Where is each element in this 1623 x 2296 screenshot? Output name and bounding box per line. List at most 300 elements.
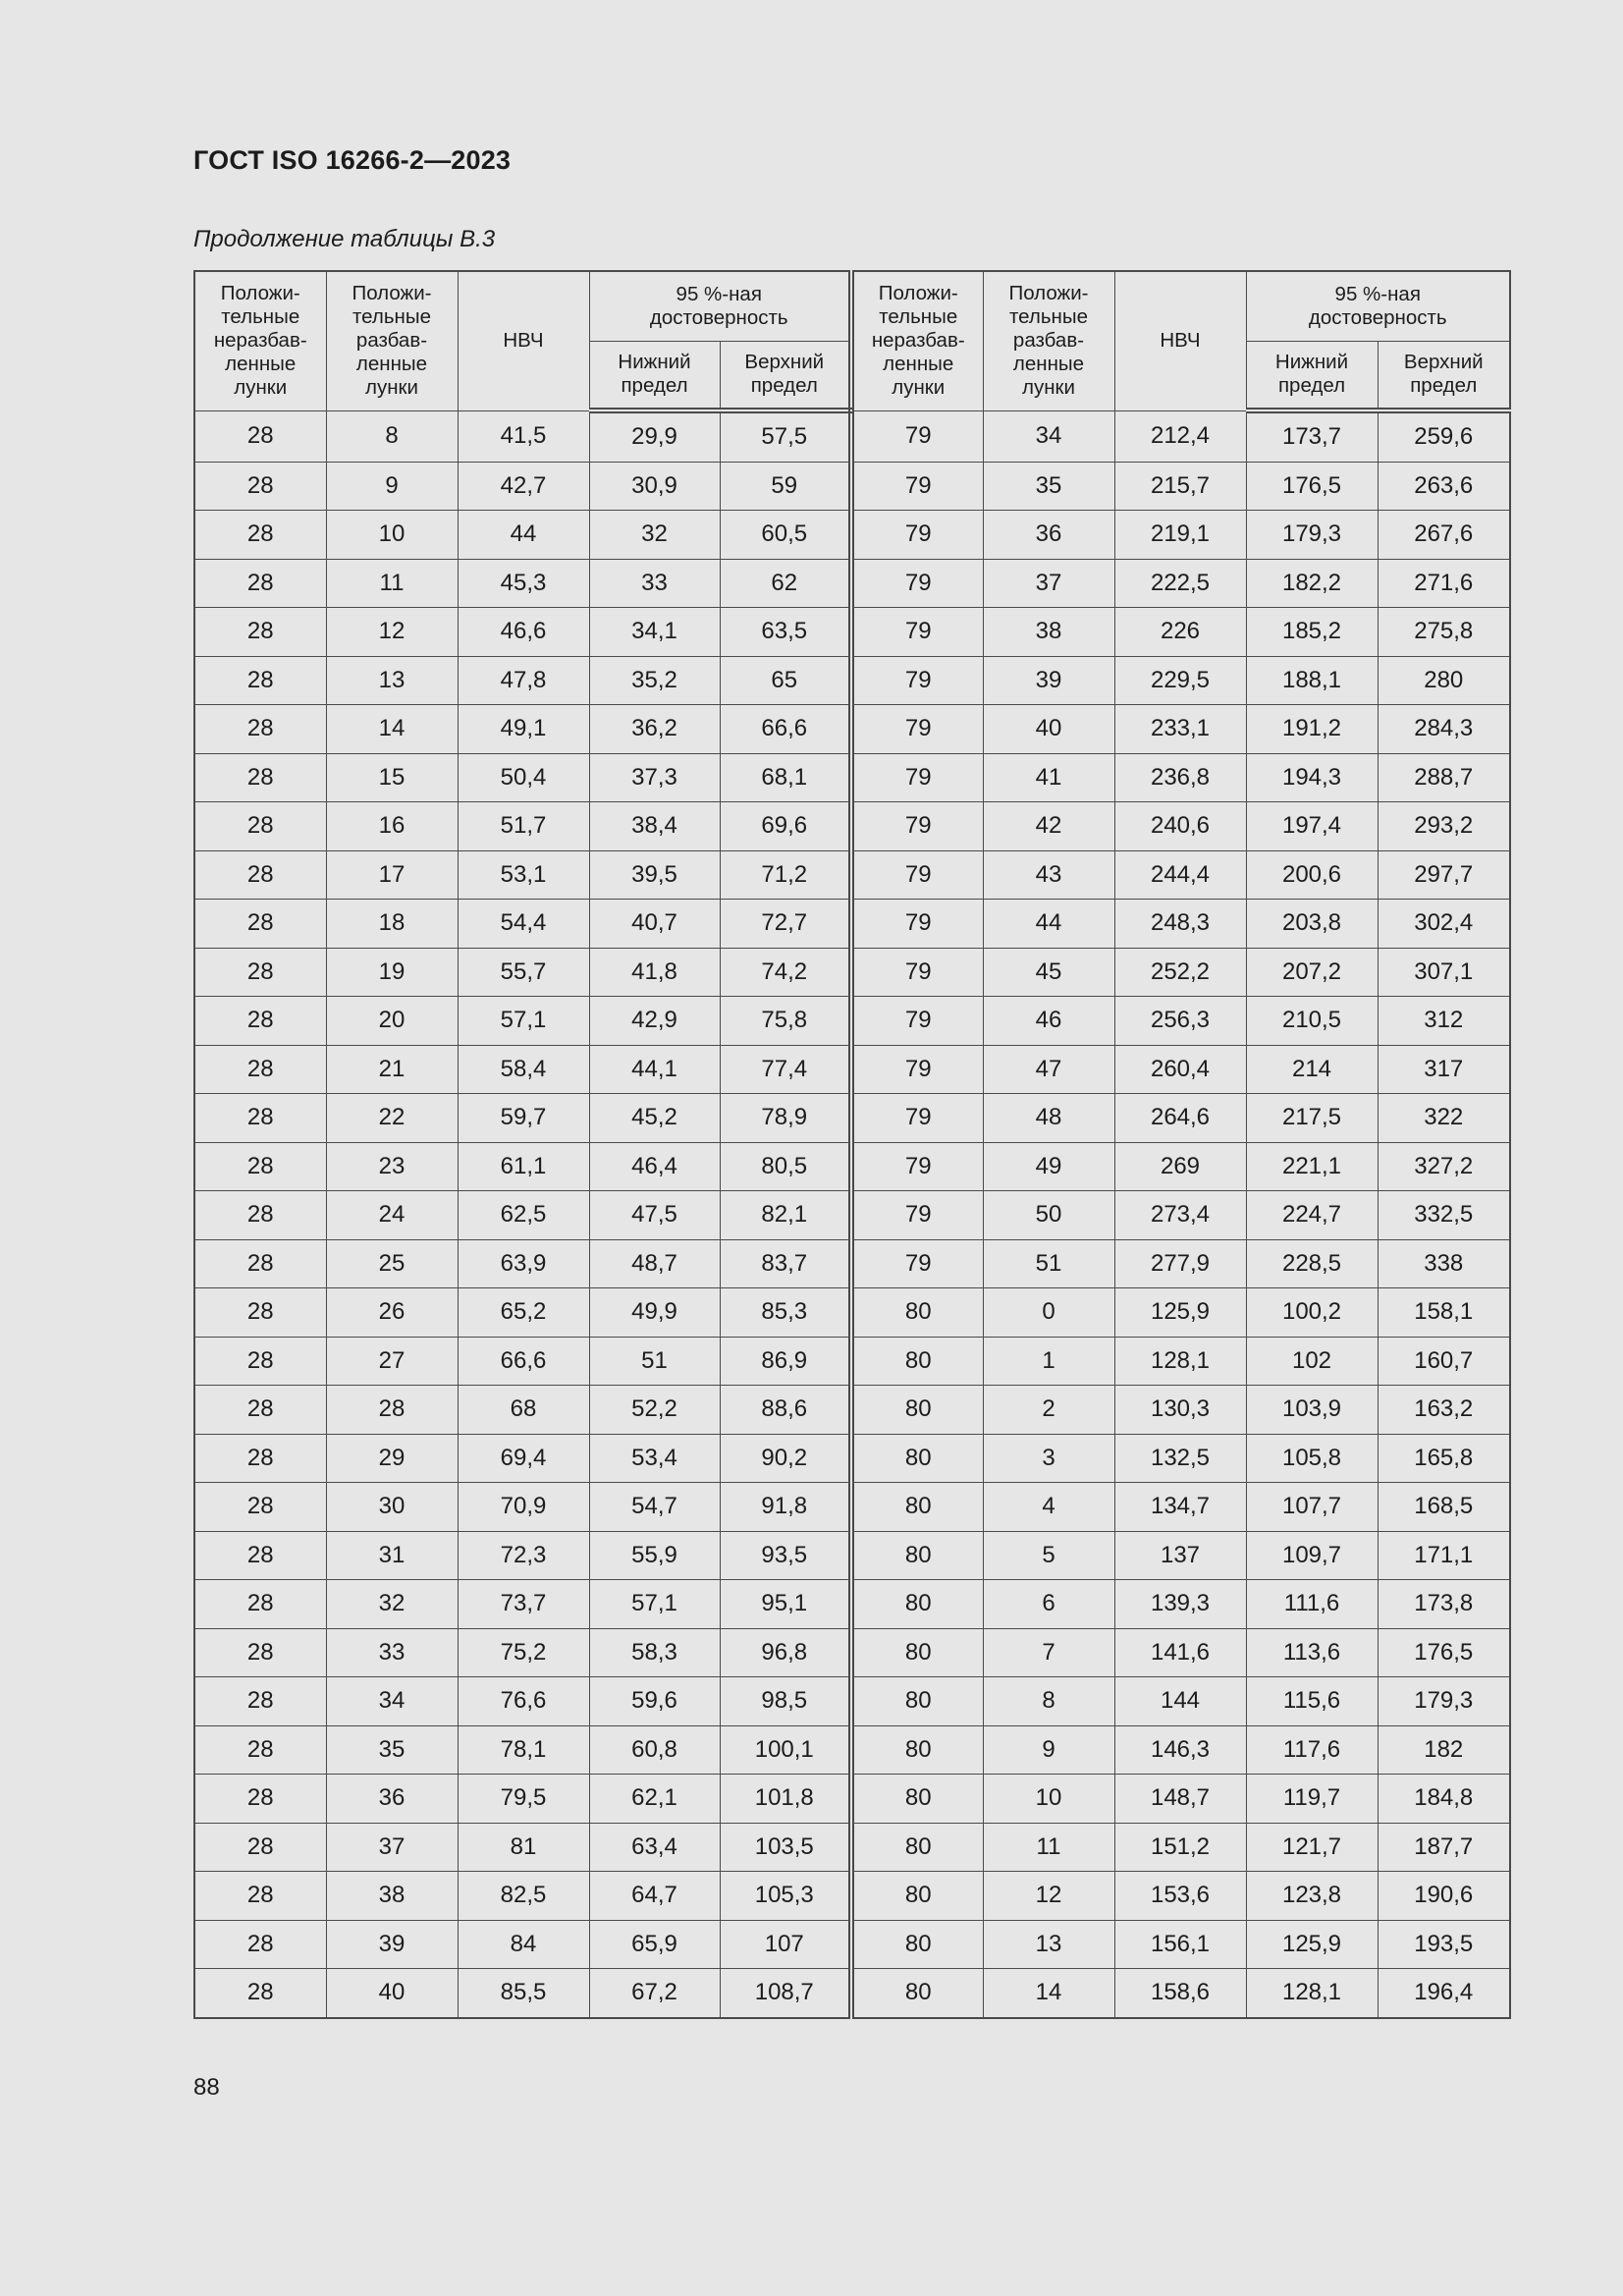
cell-mpn: 219,1 bbox=[1114, 511, 1246, 560]
cell-lower: 62,1 bbox=[589, 1775, 720, 1824]
cell-positive-diluted: 38 bbox=[983, 608, 1114, 657]
cell-mpn: 75,2 bbox=[458, 1628, 589, 1677]
cell-positive-undiluted: 28 bbox=[194, 1823, 326, 1872]
cell-upper: 107 bbox=[720, 1920, 851, 1969]
col-header-confidence: 95 %-ная достоверность bbox=[589, 271, 851, 341]
cell-mpn: 49,1 bbox=[458, 705, 589, 754]
cell-positive-undiluted: 28 bbox=[194, 1337, 326, 1386]
cell-positive-diluted: 35 bbox=[983, 462, 1114, 511]
cell-lower: 119,7 bbox=[1246, 1775, 1378, 1824]
cell-lower: 173,7 bbox=[1246, 410, 1378, 462]
cell-mpn: 47,8 bbox=[458, 656, 589, 705]
cell-mpn: 128,1 bbox=[1114, 1337, 1246, 1386]
table-row bbox=[194, 511, 1510, 560]
cell-positive-diluted: 15 bbox=[326, 753, 458, 802]
cell-mpn: 215,7 bbox=[1114, 462, 1246, 511]
table-row bbox=[194, 1239, 1510, 1288]
cell-positive-diluted: 13 bbox=[983, 1920, 1114, 1969]
cell-positive-diluted: 26 bbox=[326, 1288, 458, 1338]
cell-upper: 78,9 bbox=[720, 1094, 851, 1143]
cell-positive-undiluted: 28 bbox=[194, 1094, 326, 1143]
table-row bbox=[194, 1386, 1510, 1435]
cell-upper: 59 bbox=[720, 462, 851, 511]
cell-mpn: 130,3 bbox=[1114, 1386, 1246, 1435]
cell-positive-diluted: 37 bbox=[326, 1823, 458, 1872]
cell-lower: 53,4 bbox=[589, 1434, 720, 1483]
cell-lower: 191,2 bbox=[1246, 705, 1378, 754]
cell-mpn: 260,4 bbox=[1114, 1045, 1246, 1094]
cell-upper: 83,7 bbox=[720, 1239, 851, 1288]
table-row bbox=[194, 1045, 1510, 1094]
cell-mpn: 144 bbox=[1114, 1677, 1246, 1726]
cell-lower: 188,1 bbox=[1246, 656, 1378, 705]
cell-lower: 111,6 bbox=[1246, 1580, 1378, 1629]
cell-mpn: 50,4 bbox=[458, 753, 589, 802]
cell-positive-diluted: 40 bbox=[326, 1969, 458, 2018]
cell-positive-diluted: 36 bbox=[983, 511, 1114, 560]
cell-positive-undiluted: 28 bbox=[194, 1725, 326, 1775]
cell-mpn: 42,7 bbox=[458, 462, 589, 511]
cell-lower: 113,6 bbox=[1246, 1628, 1378, 1677]
table-row bbox=[194, 753, 1510, 802]
cell-positive-diluted: 32 bbox=[326, 1580, 458, 1629]
cell-upper: 165,8 bbox=[1378, 1434, 1510, 1483]
cell-positive-diluted: 36 bbox=[326, 1775, 458, 1824]
cell-mpn: 53,1 bbox=[458, 850, 589, 900]
cell-upper: 65 bbox=[720, 656, 851, 705]
cell-positive-undiluted: 28 bbox=[194, 1677, 326, 1726]
cell-positive-undiluted: 79 bbox=[851, 997, 983, 1046]
table-row bbox=[194, 1531, 1510, 1580]
cell-mpn: 252,2 bbox=[1114, 948, 1246, 997]
cell-positive-diluted: 27 bbox=[326, 1337, 458, 1386]
cell-mpn: 132,5 bbox=[1114, 1434, 1246, 1483]
cell-positive-undiluted: 28 bbox=[194, 462, 326, 511]
cell-upper: 176,5 bbox=[1378, 1628, 1510, 1677]
table-row bbox=[194, 1483, 1510, 1532]
cell-positive-diluted: 40 bbox=[983, 705, 1114, 754]
col-header-positive-undiluted: Положи- тельные неразбав- ленные лунки bbox=[194, 271, 326, 410]
cell-positive-diluted: 38 bbox=[326, 1872, 458, 1921]
cell-mpn: 79,5 bbox=[458, 1775, 589, 1824]
table-caption: Продолжение таблицы В.3 bbox=[193, 226, 496, 252]
cell-positive-undiluted: 28 bbox=[194, 1045, 326, 1094]
cell-mpn: 248,3 bbox=[1114, 900, 1246, 949]
cell-upper: 100,1 bbox=[720, 1725, 851, 1775]
cell-positive-diluted: 2 bbox=[983, 1386, 1114, 1435]
cell-lower: 228,5 bbox=[1246, 1239, 1378, 1288]
col-header-confidence: 95 %-ная достоверность bbox=[1246, 271, 1510, 341]
cell-positive-diluted: 12 bbox=[326, 608, 458, 657]
cell-positive-diluted: 11 bbox=[326, 559, 458, 608]
cell-upper: 63,5 bbox=[720, 608, 851, 657]
cell-upper: 184,8 bbox=[1378, 1775, 1510, 1824]
cell-upper: 307,1 bbox=[1378, 948, 1510, 997]
cell-positive-diluted: 22 bbox=[326, 1094, 458, 1143]
cell-positive-undiluted: 79 bbox=[851, 850, 983, 900]
cell-mpn: 81 bbox=[458, 1823, 589, 1872]
cell-positive-undiluted: 79 bbox=[851, 1191, 983, 1240]
cell-lower: 37,3 bbox=[589, 753, 720, 802]
cell-lower: 41,8 bbox=[589, 948, 720, 997]
cell-upper: 168,5 bbox=[1378, 1483, 1510, 1532]
cell-mpn: 244,4 bbox=[1114, 850, 1246, 900]
cell-lower: 58,3 bbox=[589, 1628, 720, 1677]
cell-lower: 107,7 bbox=[1246, 1483, 1378, 1532]
cell-upper: 86,9 bbox=[720, 1337, 851, 1386]
cell-positive-diluted: 45 bbox=[983, 948, 1114, 997]
cell-upper: 280 bbox=[1378, 656, 1510, 705]
col-header-upper: Верхний предел bbox=[1378, 341, 1510, 410]
cell-positive-diluted: 30 bbox=[326, 1483, 458, 1532]
cell-upper: 259,6 bbox=[1378, 410, 1510, 462]
cell-lower: 67,2 bbox=[589, 1969, 720, 2018]
cell-lower: 36,2 bbox=[589, 705, 720, 754]
cell-mpn: 41,5 bbox=[458, 410, 589, 462]
table-row bbox=[194, 1337, 1510, 1386]
col-header-positive-diluted: Положи- тельные разбав- ленные лунки bbox=[983, 271, 1114, 410]
cell-positive-undiluted: 28 bbox=[194, 1239, 326, 1288]
table-row bbox=[194, 997, 1510, 1046]
cell-lower: 29,9 bbox=[589, 410, 720, 462]
cell-lower: 203,8 bbox=[1246, 900, 1378, 949]
cell-mpn: 63,9 bbox=[458, 1239, 589, 1288]
cell-positive-diluted: 10 bbox=[326, 511, 458, 560]
cell-positive-diluted: 35 bbox=[326, 1725, 458, 1775]
cell-positive-diluted: 43 bbox=[983, 850, 1114, 900]
cell-lower: 105,8 bbox=[1246, 1434, 1378, 1483]
table-row bbox=[194, 850, 1510, 900]
cell-upper: 332,5 bbox=[1378, 1191, 1510, 1240]
cell-mpn: 256,3 bbox=[1114, 997, 1246, 1046]
cell-positive-undiluted: 28 bbox=[194, 559, 326, 608]
cell-positive-diluted: 3 bbox=[983, 1434, 1114, 1483]
cell-positive-undiluted: 28 bbox=[194, 900, 326, 949]
cell-positive-diluted: 5 bbox=[983, 1531, 1114, 1580]
cell-positive-diluted: 33 bbox=[326, 1628, 458, 1677]
cell-positive-undiluted: 28 bbox=[194, 1872, 326, 1921]
table-row bbox=[194, 1191, 1510, 1240]
cell-positive-undiluted: 80 bbox=[851, 1823, 983, 1872]
cell-upper: 293,2 bbox=[1378, 802, 1510, 851]
table-row bbox=[194, 656, 1510, 705]
table-row bbox=[194, 1142, 1510, 1191]
cell-positive-diluted: 16 bbox=[326, 802, 458, 851]
cell-positive-undiluted: 80 bbox=[851, 1872, 983, 1921]
cell-upper: 284,3 bbox=[1378, 705, 1510, 754]
cell-lower: 117,6 bbox=[1246, 1725, 1378, 1775]
table-row bbox=[194, 1628, 1510, 1677]
cell-positive-undiluted: 28 bbox=[194, 1920, 326, 1969]
cell-lower: 39,5 bbox=[589, 850, 720, 900]
cell-positive-undiluted: 80 bbox=[851, 1531, 983, 1580]
cell-upper: 91,8 bbox=[720, 1483, 851, 1532]
cell-positive-diluted: 14 bbox=[326, 705, 458, 754]
cell-lower: 30,9 bbox=[589, 462, 720, 511]
cell-lower: 32 bbox=[589, 511, 720, 560]
cell-mpn: 85,5 bbox=[458, 1969, 589, 2018]
cell-mpn: 59,7 bbox=[458, 1094, 589, 1143]
cell-positive-diluted: 50 bbox=[983, 1191, 1114, 1240]
cell-lower: 55,9 bbox=[589, 1531, 720, 1580]
cell-positive-undiluted: 79 bbox=[851, 1142, 983, 1191]
cell-upper: 71,2 bbox=[720, 850, 851, 900]
cell-lower: 121,7 bbox=[1246, 1823, 1378, 1872]
cell-mpn: 76,6 bbox=[458, 1677, 589, 1726]
cell-positive-diluted: 9 bbox=[326, 462, 458, 511]
cell-positive-diluted: 9 bbox=[983, 1725, 1114, 1775]
cell-lower: 51 bbox=[589, 1337, 720, 1386]
cell-positive-diluted: 6 bbox=[983, 1580, 1114, 1629]
cell-mpn: 139,3 bbox=[1114, 1580, 1246, 1629]
cell-positive-diluted: 49 bbox=[983, 1142, 1114, 1191]
cell-lower: 59,6 bbox=[589, 1677, 720, 1726]
cell-upper: 160,7 bbox=[1378, 1337, 1510, 1386]
cell-upper: 60,5 bbox=[720, 511, 851, 560]
cell-positive-diluted: 42 bbox=[983, 802, 1114, 851]
cell-positive-undiluted: 28 bbox=[194, 511, 326, 560]
table-row bbox=[194, 410, 1510, 462]
cell-upper: 93,5 bbox=[720, 1531, 851, 1580]
cell-upper: 72,7 bbox=[720, 900, 851, 949]
cell-positive-undiluted: 28 bbox=[194, 850, 326, 900]
cell-lower: 197,4 bbox=[1246, 802, 1378, 851]
cell-positive-diluted: 7 bbox=[983, 1628, 1114, 1677]
cell-lower: 125,9 bbox=[1246, 1920, 1378, 1969]
cell-lower: 46,4 bbox=[589, 1142, 720, 1191]
col-header-positive-undiluted: Положи- тельные неразбав- ленные лунки bbox=[851, 271, 983, 410]
cell-upper: 88,6 bbox=[720, 1386, 851, 1435]
cell-lower: 49,9 bbox=[589, 1288, 720, 1338]
cell-positive-undiluted: 28 bbox=[194, 1434, 326, 1483]
cell-upper: 82,1 bbox=[720, 1191, 851, 1240]
cell-upper: 297,7 bbox=[1378, 850, 1510, 900]
cell-positive-undiluted: 79 bbox=[851, 705, 983, 754]
cell-positive-undiluted: 28 bbox=[194, 1531, 326, 1580]
cell-lower: 40,7 bbox=[589, 900, 720, 949]
table-row bbox=[194, 948, 1510, 997]
cell-lower: 44,1 bbox=[589, 1045, 720, 1094]
cell-upper: 105,3 bbox=[720, 1872, 851, 1921]
cell-positive-undiluted: 80 bbox=[851, 1337, 983, 1386]
table-row bbox=[194, 1823, 1510, 1872]
cell-lower: 176,5 bbox=[1246, 462, 1378, 511]
cell-mpn: 57,1 bbox=[458, 997, 589, 1046]
cell-mpn: 156,1 bbox=[1114, 1920, 1246, 1969]
cell-lower: 109,7 bbox=[1246, 1531, 1378, 1580]
table-row bbox=[194, 1094, 1510, 1143]
cell-positive-undiluted: 79 bbox=[851, 753, 983, 802]
cell-positive-diluted: 1 bbox=[983, 1337, 1114, 1386]
cell-upper: 75,8 bbox=[720, 997, 851, 1046]
table-row bbox=[194, 900, 1510, 949]
cell-positive-diluted: 46 bbox=[983, 997, 1114, 1046]
cell-upper: 196,4 bbox=[1378, 1969, 1510, 2018]
cell-positive-undiluted: 80 bbox=[851, 1483, 983, 1532]
cell-mpn: 134,7 bbox=[1114, 1483, 1246, 1532]
cell-mpn: 137 bbox=[1114, 1531, 1246, 1580]
cell-positive-undiluted: 28 bbox=[194, 997, 326, 1046]
cell-positive-undiluted: 28 bbox=[194, 1628, 326, 1677]
cell-lower: 57,1 bbox=[589, 1580, 720, 1629]
cell-upper: 57,5 bbox=[720, 410, 851, 462]
cell-lower: 128,1 bbox=[1246, 1969, 1378, 2018]
cell-positive-diluted: 29 bbox=[326, 1434, 458, 1483]
col-header-mpn: НВЧ bbox=[1114, 271, 1246, 410]
cell-mpn: 141,6 bbox=[1114, 1628, 1246, 1677]
cell-positive-diluted: 37 bbox=[983, 559, 1114, 608]
cell-positive-undiluted: 79 bbox=[851, 802, 983, 851]
cell-lower: 217,5 bbox=[1246, 1094, 1378, 1143]
cell-positive-undiluted: 79 bbox=[851, 656, 983, 705]
cell-upper: 171,1 bbox=[1378, 1531, 1510, 1580]
cell-lower: 200,6 bbox=[1246, 850, 1378, 900]
cell-positive-diluted: 28 bbox=[326, 1386, 458, 1435]
cell-positive-diluted: 25 bbox=[326, 1239, 458, 1288]
cell-mpn: 222,5 bbox=[1114, 559, 1246, 608]
table-row bbox=[194, 705, 1510, 754]
cell-positive-undiluted: 80 bbox=[851, 1288, 983, 1338]
cell-positive-diluted: 39 bbox=[983, 656, 1114, 705]
cell-mpn: 54,4 bbox=[458, 900, 589, 949]
cell-mpn: 45,3 bbox=[458, 559, 589, 608]
cell-positive-diluted: 11 bbox=[983, 1823, 1114, 1872]
cell-positive-undiluted: 79 bbox=[851, 608, 983, 657]
cell-upper: 179,3 bbox=[1378, 1677, 1510, 1726]
cell-positive-diluted: 24 bbox=[326, 1191, 458, 1240]
cell-lower: 224,7 bbox=[1246, 1191, 1378, 1240]
cell-positive-undiluted: 28 bbox=[194, 802, 326, 851]
cell-mpn: 72,3 bbox=[458, 1531, 589, 1580]
table-row bbox=[194, 1872, 1510, 1921]
cell-upper: 96,8 bbox=[720, 1628, 851, 1677]
cell-lower: 54,7 bbox=[589, 1483, 720, 1532]
table-body bbox=[194, 410, 1510, 2018]
table-row bbox=[194, 1725, 1510, 1775]
cell-upper: 77,4 bbox=[720, 1045, 851, 1094]
cell-lower: 123,8 bbox=[1246, 1872, 1378, 1921]
cell-upper: 267,6 bbox=[1378, 511, 1510, 560]
cell-positive-undiluted: 28 bbox=[194, 1191, 326, 1240]
cell-upper: 66,6 bbox=[720, 705, 851, 754]
table-row bbox=[194, 1288, 1510, 1338]
cell-lower: 103,9 bbox=[1246, 1386, 1378, 1435]
data-table bbox=[193, 270, 1511, 2019]
cell-upper: 190,6 bbox=[1378, 1872, 1510, 1921]
cell-positive-undiluted: 79 bbox=[851, 1045, 983, 1094]
cell-upper: 193,5 bbox=[1378, 1920, 1510, 1969]
cell-positive-diluted: 10 bbox=[983, 1775, 1114, 1824]
cell-positive-diluted: 47 bbox=[983, 1045, 1114, 1094]
cell-lower: 214 bbox=[1246, 1045, 1378, 1094]
cell-lower: 185,2 bbox=[1246, 608, 1378, 657]
col-header-lower: Нижний предел bbox=[589, 341, 720, 410]
cell-lower: 33 bbox=[589, 559, 720, 608]
cell-positive-undiluted: 79 bbox=[851, 1239, 983, 1288]
cell-upper: 288,7 bbox=[1378, 753, 1510, 802]
cell-lower: 60,8 bbox=[589, 1725, 720, 1775]
cell-upper: 312 bbox=[1378, 997, 1510, 1046]
cell-lower: 42,9 bbox=[589, 997, 720, 1046]
cell-lower: 210,5 bbox=[1246, 997, 1378, 1046]
cell-positive-undiluted: 80 bbox=[851, 1386, 983, 1435]
cell-positive-undiluted: 80 bbox=[851, 1920, 983, 1969]
cell-mpn: 236,8 bbox=[1114, 753, 1246, 802]
cell-mpn: 273,4 bbox=[1114, 1191, 1246, 1240]
cell-upper: 95,1 bbox=[720, 1580, 851, 1629]
cell-positive-undiluted: 79 bbox=[851, 511, 983, 560]
cell-positive-diluted: 34 bbox=[326, 1677, 458, 1726]
cell-upper: 158,1 bbox=[1378, 1288, 1510, 1338]
cell-mpn: 226 bbox=[1114, 608, 1246, 657]
table-row bbox=[194, 608, 1510, 657]
cell-mpn: 212,4 bbox=[1114, 410, 1246, 462]
cell-positive-diluted: 12 bbox=[983, 1872, 1114, 1921]
cell-mpn: 62,5 bbox=[458, 1191, 589, 1240]
cell-mpn: 51,7 bbox=[458, 802, 589, 851]
cell-positive-diluted: 41 bbox=[983, 753, 1114, 802]
cell-positive-diluted: 48 bbox=[983, 1094, 1114, 1143]
cell-lower: 38,4 bbox=[589, 802, 720, 851]
cell-upper: 263,6 bbox=[1378, 462, 1510, 511]
cell-upper: 182 bbox=[1378, 1725, 1510, 1775]
cell-lower: 45,2 bbox=[589, 1094, 720, 1143]
cell-mpn: 66,6 bbox=[458, 1337, 589, 1386]
cell-positive-undiluted: 28 bbox=[194, 705, 326, 754]
cell-lower: 100,2 bbox=[1246, 1288, 1378, 1338]
cell-mpn: 240,6 bbox=[1114, 802, 1246, 851]
cell-mpn: 44 bbox=[458, 511, 589, 560]
cell-positive-undiluted: 79 bbox=[851, 948, 983, 997]
cell-lower: 115,6 bbox=[1246, 1677, 1378, 1726]
cell-positive-undiluted: 28 bbox=[194, 1483, 326, 1532]
cell-positive-undiluted: 28 bbox=[194, 1142, 326, 1191]
cell-mpn: 269 bbox=[1114, 1142, 1246, 1191]
cell-upper: 187,7 bbox=[1378, 1823, 1510, 1872]
cell-lower: 179,3 bbox=[1246, 511, 1378, 560]
table-row bbox=[194, 1775, 1510, 1824]
table-row bbox=[194, 1434, 1510, 1483]
cell-upper: 173,8 bbox=[1378, 1580, 1510, 1629]
cell-positive-undiluted: 79 bbox=[851, 1094, 983, 1143]
cell-mpn: 264,6 bbox=[1114, 1094, 1246, 1143]
table-row bbox=[194, 1677, 1510, 1726]
document-title: ГОСТ ISO 16266-2—2023 bbox=[193, 145, 512, 175]
cell-positive-undiluted: 80 bbox=[851, 1677, 983, 1726]
cell-upper: 271,6 bbox=[1378, 559, 1510, 608]
cell-positive-undiluted: 28 bbox=[194, 753, 326, 802]
cell-positive-undiluted: 28 bbox=[194, 1386, 326, 1435]
cell-mpn: 146,3 bbox=[1114, 1725, 1246, 1775]
table-row bbox=[194, 559, 1510, 608]
cell-positive-undiluted: 28 bbox=[194, 1288, 326, 1338]
cell-upper: 103,5 bbox=[720, 1823, 851, 1872]
cell-upper: 101,8 bbox=[720, 1775, 851, 1824]
cell-positive-undiluted: 79 bbox=[851, 410, 983, 462]
cell-lower: 207,2 bbox=[1246, 948, 1378, 997]
cell-upper: 275,8 bbox=[1378, 608, 1510, 657]
col-header-positive-diluted: Положи- тельные разбав- ленные лунки bbox=[326, 271, 458, 410]
cell-upper: 74,2 bbox=[720, 948, 851, 997]
cell-positive-undiluted: 28 bbox=[194, 1775, 326, 1824]
col-header-lower: Нижний предел bbox=[1246, 341, 1378, 410]
cell-upper: 98,5 bbox=[720, 1677, 851, 1726]
cell-upper: 68,1 bbox=[720, 753, 851, 802]
cell-upper: 62 bbox=[720, 559, 851, 608]
col-header-mpn: НВЧ bbox=[458, 271, 589, 410]
cell-lower: 48,7 bbox=[589, 1239, 720, 1288]
cell-mpn: 65,2 bbox=[458, 1288, 589, 1338]
